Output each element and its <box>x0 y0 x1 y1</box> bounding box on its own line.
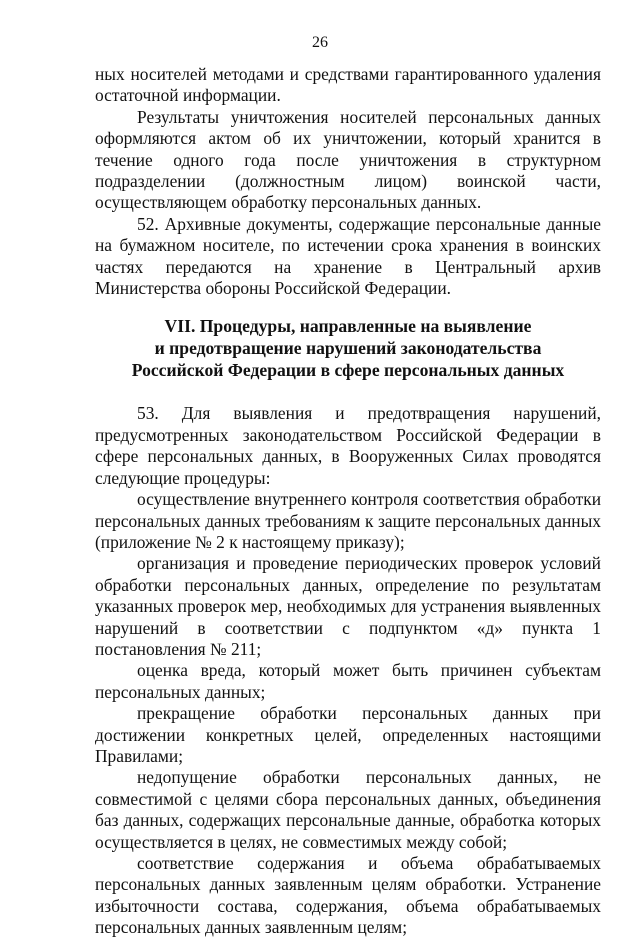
list-item-incompatible-processing: недопущение обработки персональных данных, не совместимой с целями сбора персональных данных, объединения баз данных, содержащих персональные данные, обработка которых осуществляется в целях, не совместимых между собой; <box>95 767 601 852</box>
list-item-stop-processing: прекращение обработки персональных данных при достижении конкретных целей, определенных настоящими Правилами; <box>95 703 601 766</box>
list-item-harm-assessment: оценка вреда, который может быть причинен субъектам персональных данных; <box>95 660 601 702</box>
section-heading <box>95 315 601 381</box>
document-body <box>95 64 601 939</box>
paragraph-52-archive: 52. Архивные документы, содержащие персональные данные на бумажном носителе, по истечении срока хранения в воинских частях передаются на хранение в Центральный архив Министерства обороны Российской Федерации. <box>95 213 601 299</box>
list-item-periodic-checks: организация и проведение периодических проверок условий обработки персональных данных, определение по результатам указанных проверок мер, необходимых для устранения выявленных нарушений в соответствии с подпунктом «д» пункта 1 постановления № 211; <box>95 553 601 659</box>
page-number: 26 <box>312 34 328 51</box>
section-heading-line-2: и предотвращение нарушений законодательства <box>154 338 542 359</box>
paragraph-53-intro: 53. Для выявления и предотвращения нарушений, предусмотренных законодательством Российской Федерации в сфере персональных данных, в Вооруженных Силах проводятся следующие процедуры: <box>95 403 601 488</box>
paragraph-destruction-results: Результаты уничтожения носителей персональных данных оформляются актом об их уничтожении, который хранится в течение одного года после уничтожения в структурном подразделении (должностным лицом) воинской части, осуществляющем обработку персональных данных. <box>95 106 601 213</box>
list-item-internal-control: осуществление внутреннего контроля соответствия обработки персональных данных требованиям к защите персональных данных (приложение № 2 к настоящему приказу); <box>95 489 601 552</box>
section-heading-line-1: VII. Процедуры, направленные на выявление <box>164 316 532 337</box>
paragraph-continuation: ных носителей методами и средствами гарантированного удаления остаточной информации. <box>95 64 601 106</box>
list-item-data-volume-compliance: соответствие содержания и объема обрабатываемых персональных данных заявленным целям обработки. Устранение избыточности состава, содержания, объема обрабатываемых персональных данных заявленным целям; <box>95 853 601 938</box>
section-heading-line-3: Российской Федерации в сфере персональных данных <box>131 360 565 381</box>
